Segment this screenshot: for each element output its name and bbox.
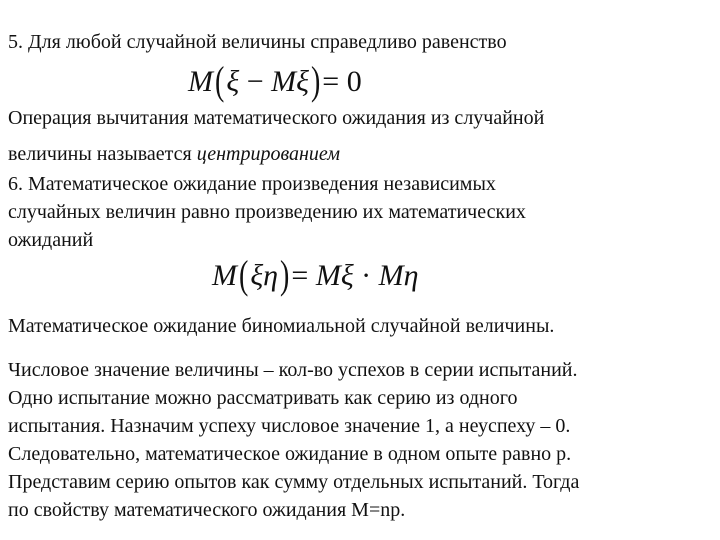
item6-line-3: ожиданий (8, 229, 94, 251)
item5-text: 5. Для любой случайной величины справедливо равенство (8, 31, 507, 53)
formula-symbol: M (212, 259, 237, 292)
binomial-line: по свойству математического ожидания М=nр. (8, 499, 406, 521)
formula-operator: = 0 (322, 65, 362, 98)
centering-line-2 (8, 142, 340, 166)
centering-line-1: Операция вычитания математического ожидания из случайной (8, 107, 545, 129)
formula-symbol: ξ (340, 259, 354, 292)
formula-product-expectation (212, 252, 419, 297)
formula-operator: = (291, 259, 316, 292)
binomial-line: Числовое значение величины – кол-во успехов в серии испытаний. (8, 359, 578, 381)
binomial-line: Следовательно, математическое ожидание в одном опыте равно р. (8, 443, 572, 465)
formula-paren: ) (310, 58, 321, 103)
centering-line-2-prefix: величины называется (8, 143, 197, 165)
formula-symbol: ξ (226, 65, 240, 98)
formula-operator: − (239, 65, 272, 98)
formula-paren: ( (214, 58, 225, 103)
binomial-line: испытания. Назначим успеху числовое значение 1, а неуспеху – 0. (8, 415, 571, 437)
centering-term: центрированием (196, 143, 341, 165)
item6-line-1: 6. Математическое ожидание произведения независимых (8, 173, 496, 195)
formula-paren: ) (280, 252, 290, 297)
formula-symbol: M (271, 65, 297, 98)
formula-centering-expectation (188, 58, 362, 103)
formula-symbol: η (403, 259, 419, 292)
formula-symbol: M (188, 65, 213, 98)
formula-paren: ( (238, 252, 249, 297)
binomial-heading: Математическое ожидание биномиальной случайной величины. (8, 315, 555, 337)
formula-symbol: ξη (250, 259, 279, 292)
item6-line-2: случайных величин равно произведению их математических (8, 201, 526, 223)
formula-symbol: M (378, 259, 404, 292)
binomial-line: Представим серию опытов как сумму отдельных испытаний. Тогда (8, 471, 580, 493)
formula-symbol: M (315, 259, 341, 292)
binomial-line: Одно испытание можно рассматривать как серию из одного (8, 387, 518, 409)
formula-symbol: ξ (296, 65, 309, 98)
formula-operator: · (353, 259, 379, 292)
